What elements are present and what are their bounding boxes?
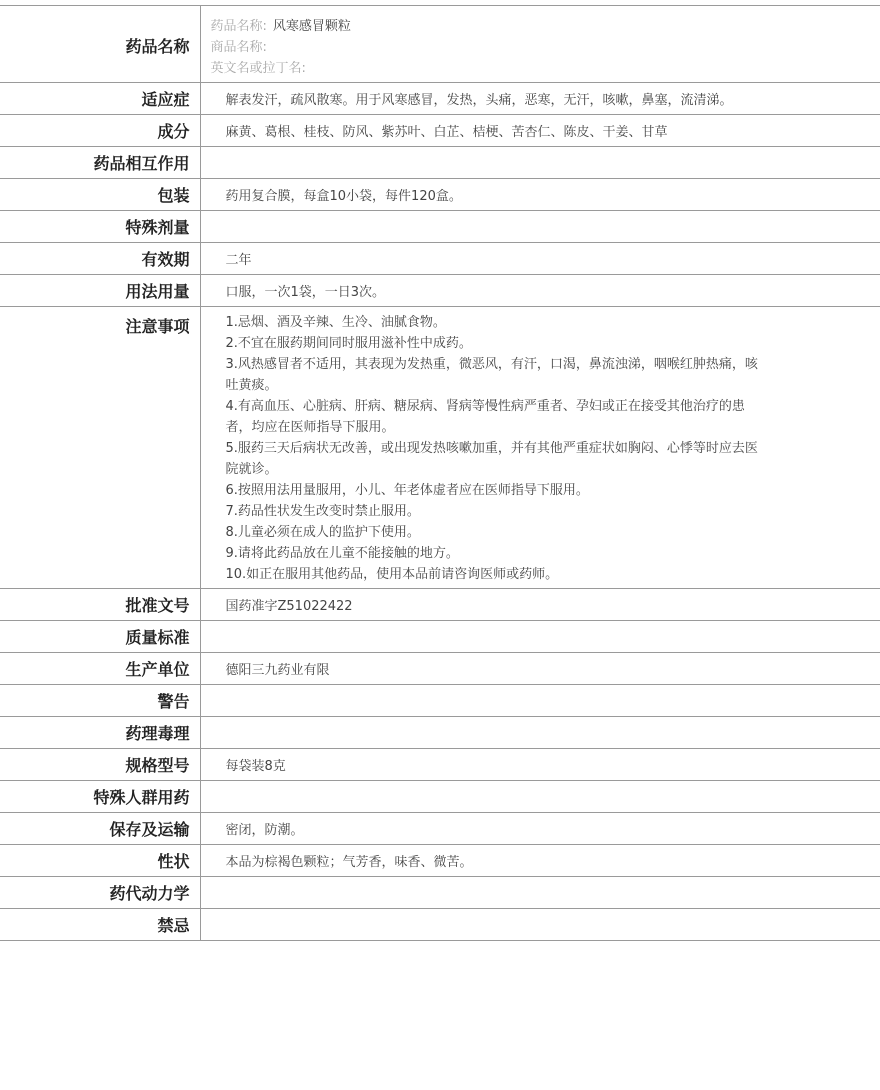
row-value — [200, 781, 880, 813]
drug-info-table — [0, 5, 880, 941]
row-label: 生产单位 — [0, 653, 200, 685]
row-value: 麻黄、葛根、桂枝、防风、紫苏叶、白芷、桔梗、苦杏仁、陈皮、干姜、甘草 — [200, 115, 880, 147]
english-name-line — [211, 58, 861, 79]
row-storage — [0, 813, 880, 845]
row-label: 药品相互作用 — [0, 147, 200, 179]
precaution-item: 9.请将此药品放在儿童不能接触的地方。 — [225, 546, 459, 561]
english-name-key: 英文名或拉丁名: — [210, 61, 306, 76]
row-label: 特殊剂量 — [0, 211, 200, 243]
row-label: 批准文号 — [0, 589, 200, 621]
row-value — [200, 621, 880, 653]
row-precautions — [0, 307, 880, 589]
precaution-item: 10.如正在服用其他药品，使用本品前请咨询医师或药师。 — [225, 567, 559, 582]
row-shelf-life — [0, 243, 880, 275]
generic-name-value: 风寒感冒颗粒 — [272, 19, 351, 34]
row-label: 药理毒理 — [0, 717, 200, 749]
row-label: 注意事项 — [0, 307, 200, 589]
row-contraindications — [0, 909, 880, 941]
precaution-item: 5.服药三天后病状无改善，或出现发热咳嗽加重，并有其他严重症状如胸闷、心悸等时应去医院就诊。 — [225, 441, 758, 477]
row-value: 每袋装8克 — [200, 749, 880, 781]
row-value: 二年 — [200, 243, 880, 275]
row-value: 德阳三九药业有限 — [200, 653, 880, 685]
row-manufacturer — [0, 653, 880, 685]
row-label: 警告 — [0, 685, 200, 717]
row-pharmacology — [0, 717, 880, 749]
precaution-item: 8.儿童必须在成人的监护下使用。 — [225, 525, 420, 540]
row-label: 质量标准 — [0, 621, 200, 653]
brand-name-key: 商品名称: — [210, 40, 267, 55]
row-label: 性状 — [0, 845, 200, 877]
row-special-populations — [0, 781, 880, 813]
precaution-item: 3.风热感冒者不适用，其表现为发热重，微恶风，有汗，口渴，鼻流浊涕，咽喉红肿热痛，咳吐黄痰。 — [225, 357, 758, 393]
row-dosage — [0, 275, 880, 307]
row-value — [200, 717, 880, 749]
row-label: 药代动力学 — [0, 877, 200, 909]
row-indications — [0, 83, 880, 115]
row-value: 国药准字Z51022422 — [200, 589, 880, 621]
generic-name-line — [211, 16, 861, 37]
row-drug-name — [0, 6, 880, 83]
row-quality-standard — [0, 621, 880, 653]
row-ingredients — [0, 115, 880, 147]
row-pharmacokinetics — [0, 877, 880, 909]
precaution-item: 2.不宜在服药期间同时服用滋补性中成药。 — [225, 336, 472, 351]
row-label: 药品名称 — [0, 6, 200, 83]
precaution-item: 7.药品性状发生改变时禁止服用。 — [225, 504, 420, 519]
row-warning — [0, 685, 880, 717]
row-label: 保存及运输 — [0, 813, 200, 845]
row-value — [200, 877, 880, 909]
row-value: 解表发汗，疏风散寒。用于风寒感冒，发热，头痛，恶寒，无汗，咳嗽，鼻塞，流清涕。 — [200, 83, 880, 115]
row-label: 成分 — [0, 115, 200, 147]
row-label: 特殊人群用药 — [0, 781, 200, 813]
row-specification — [0, 749, 880, 781]
row-label: 禁忌 — [0, 909, 200, 941]
row-label: 用法用量 — [0, 275, 200, 307]
row-label: 包装 — [0, 179, 200, 211]
row-label: 有效期 — [0, 243, 200, 275]
row-value — [200, 685, 880, 717]
row-value: 口服，一次1袋，一日3次。 — [200, 275, 880, 307]
row-value: 本品为棕褐色颗粒；气芳香，味香、微苦。 — [200, 845, 880, 877]
row-value: 药用复合膜，每盒10小袋，每件120盒。 — [200, 179, 880, 211]
row-value — [200, 147, 880, 179]
row-value — [200, 211, 880, 243]
precautions-list — [200, 307, 880, 589]
row-interactions — [0, 147, 880, 179]
row-description — [0, 845, 880, 877]
row-special-dosage — [0, 211, 880, 243]
brand-name-line — [211, 37, 861, 58]
precaution-item: 4.有高血压、心脏病、肝病、糖尿病、肾病等慢性病严重者、孕妇或正在接受其他治疗的患者，均应在医师指导下服用。 — [225, 399, 745, 435]
precaution-item: 6.按照用法用量服用，小儿、年老体虚者应在医师指导下服用。 — [225, 483, 589, 498]
row-value — [200, 909, 880, 941]
row-value: 密闭，防潮。 — [200, 813, 880, 845]
row-packaging — [0, 179, 880, 211]
row-label: 规格型号 — [0, 749, 200, 781]
row-approval-number — [0, 589, 880, 621]
generic-name-key: 药品名称: — [210, 19, 267, 34]
precaution-item: 1.忌烟、酒及辛辣、生冷、油腻食物。 — [225, 315, 446, 330]
row-label: 适应症 — [0, 83, 200, 115]
name-block — [200, 6, 880, 83]
